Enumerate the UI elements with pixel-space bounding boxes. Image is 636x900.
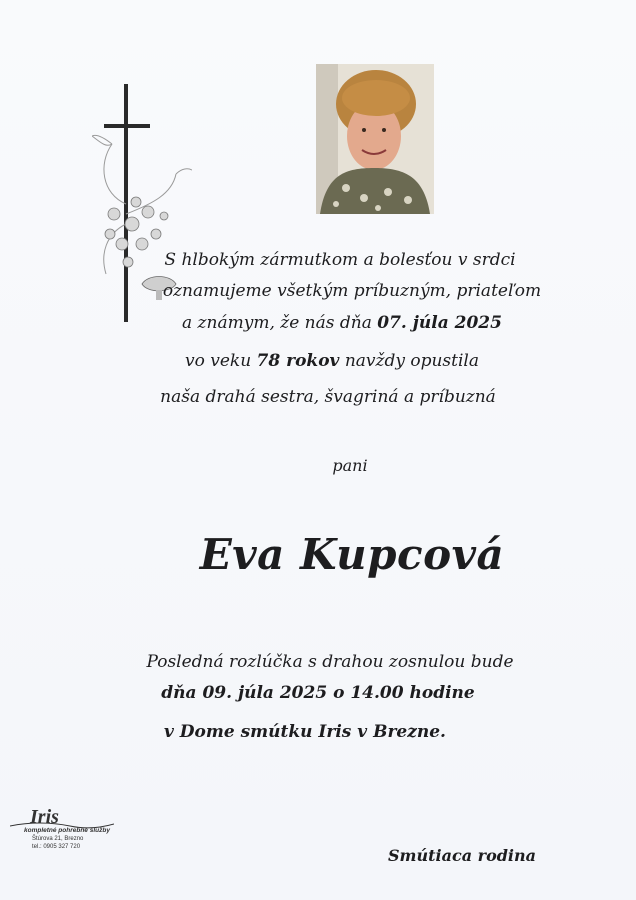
deceased-name: Eva Kupcová	[199, 530, 505, 579]
portrait-photo	[316, 64, 434, 214]
logo-address: Štúrova 21, Brezno	[32, 836, 84, 842]
title-pani: pani	[332, 456, 368, 475]
notice-line-4-rest: navždy opustila	[339, 351, 479, 371]
logo-tagline: kompletné pohrebné služby	[24, 827, 110, 834]
funeral-line-1: Posledná rozlúčka s drahou zosnulou bude	[146, 652, 514, 672]
notice-line-3-text: a známym, že nás dňa	[182, 313, 378, 333]
notice-line-3	[24, 313, 636, 333]
logo-phone: tel.: 0905 327 720	[32, 844, 81, 850]
logo-brand: Iris	[30, 806, 59, 828]
notice-line-4	[14, 351, 636, 371]
funeral-service-logo	[10, 806, 120, 856]
notice-line-1: S hlbokým zármutkom a bolesťou v srdci	[164, 250, 516, 270]
portrait-icon	[316, 64, 434, 214]
death-date: 07. júla 2025	[377, 313, 502, 333]
funeral-line-2: dňa 09. júla 2025 o 14.00 hodine	[161, 683, 475, 703]
notice-line-2: oznamujeme všetkým príbuzným, priateľom	[162, 281, 542, 301]
notice-line-4-text: vo veku	[184, 351, 257, 371]
notice-line-5: naša drahá sestra, švagriná a príbuzná	[160, 387, 496, 407]
funeral-line-3: v Dome smútku Iris v Brezne.	[164, 722, 446, 742]
signature: Smútiaca rodina	[388, 846, 536, 865]
age: 78 rokov	[256, 351, 340, 371]
